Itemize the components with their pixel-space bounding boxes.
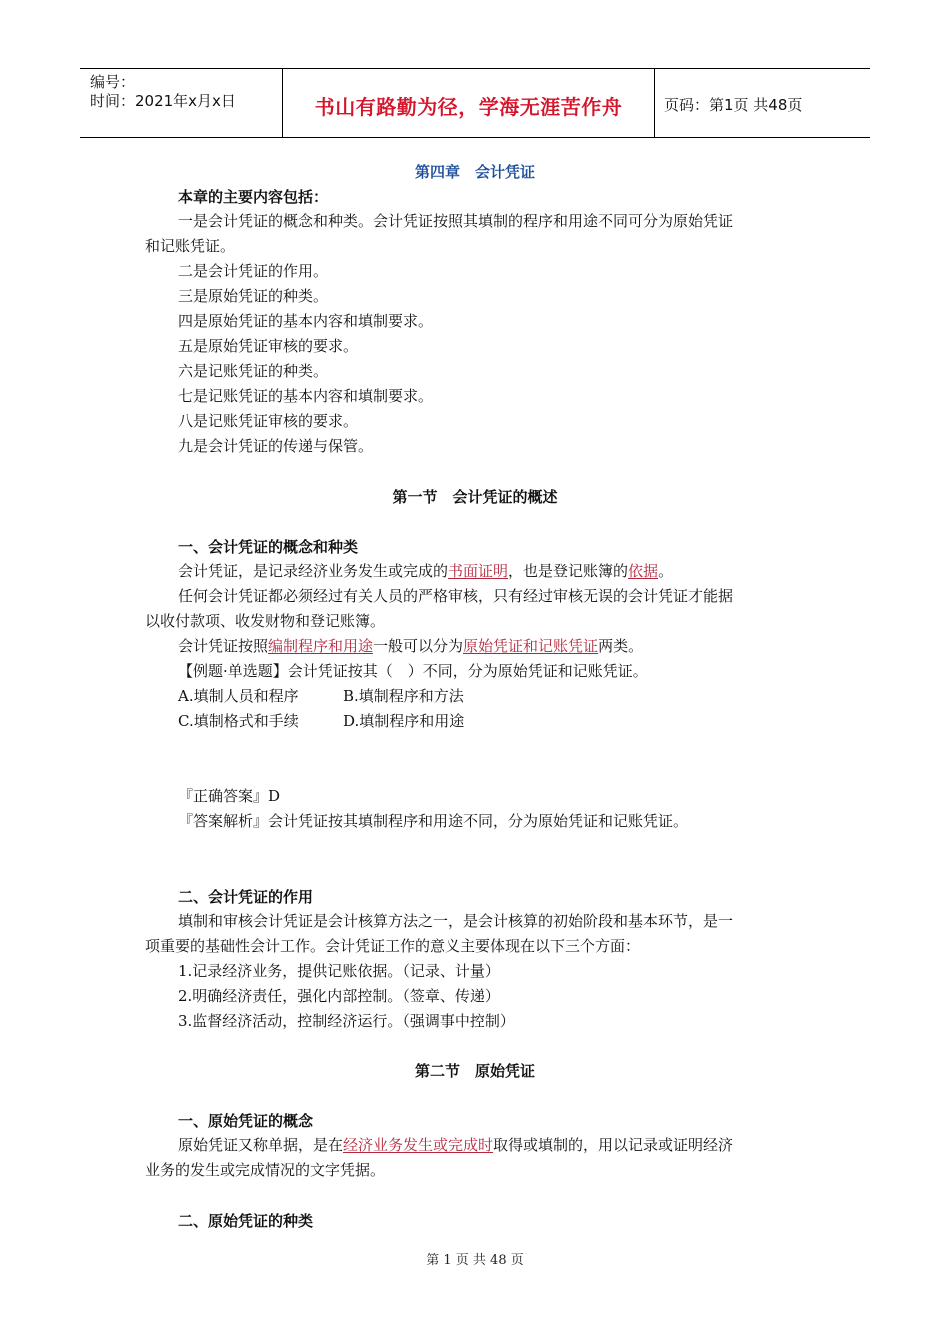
page-header xyxy=(80,68,870,138)
link-written-proof[interactable]: 书面证明 xyxy=(448,562,509,580)
section-1-title: 第一节 会计凭证的概述 xyxy=(392,488,558,506)
link-procedure-and-use[interactable]: 编制程序和用途 xyxy=(268,637,374,655)
page-footer: 第 1 页 共 48 页 xyxy=(426,1253,524,1268)
intro-item: 七是记账凭证的基本内容和填制要求。 xyxy=(178,387,434,405)
header-meta xyxy=(90,73,236,111)
correct-answer: 『正确答案』D xyxy=(178,787,281,805)
paragraph-audit-line-1: 任何会计凭证都必须经过有关人员的严格审核，只有经过审核无误的会计凭证才能据 xyxy=(178,587,734,605)
answer-explanation: 『答案解析』会计凭证按其填制程序和用途不同，分为原始凭证和记账凭证。 xyxy=(178,812,689,830)
header-motto: 书山有路勤为径，学海无涯苦作舟 xyxy=(314,95,623,119)
link-basis[interactable]: 依据 xyxy=(628,562,659,580)
text: ，也是登记账簿的 xyxy=(508,562,629,580)
chapter-title: 第四章 会计凭证 xyxy=(414,163,535,181)
intro-item: 二是会计凭证的作用。 xyxy=(178,262,329,280)
text: 一般可以分为 xyxy=(373,637,464,655)
section-2-title: 第二节 原始凭证 xyxy=(414,1062,535,1080)
time-label: 时间：2021年x月x日 xyxy=(90,92,236,110)
intro-item-1-line-2: 和记账凭证。 xyxy=(145,237,236,255)
section-2-sub-1-heading: 一、原始凭证的概念 xyxy=(178,1112,314,1130)
text: 会计凭证按照 xyxy=(178,637,269,655)
text: 取得或填制的，用以记录或证明经济 xyxy=(493,1136,734,1154)
intro-item: 八是记账凭证审核的要求。 xyxy=(178,412,359,430)
paragraph-definition xyxy=(178,561,673,581)
text: 两类。 xyxy=(598,637,644,655)
paragraph-original-voucher xyxy=(178,1135,733,1155)
paragraph-original-voucher-line-2: 业务的发生或完成情况的文字凭据。 xyxy=(145,1161,386,1179)
section-1-sub-1-heading: 一、会计凭证的概念和种类 xyxy=(178,538,359,556)
option-a: A.填制人员和程序 xyxy=(178,687,299,705)
text: 。 xyxy=(658,562,674,580)
paragraph-role-line-1: 填制和审核会计凭证是会计核算方法之一，是会计核算的初始阶段和基本环节，是一 xyxy=(178,912,734,930)
option-d: D.填制程序和用途 xyxy=(343,712,465,730)
section-2-sub-2-heading: 二、原始凭证的种类 xyxy=(178,1212,314,1230)
intro-heading: 本章的主要内容包括： xyxy=(178,188,329,206)
role-item: 3.监督经济活动，控制经济运行。（强调事中控制） xyxy=(178,1012,515,1030)
role-item: 2.明确经济责任，强化内部控制。（签章、传递） xyxy=(178,987,500,1005)
role-item: 1.记录经济业务，提供记账依据。（记录、计量） xyxy=(178,962,500,980)
intro-item: 四是原始凭证的基本内容和填制要求。 xyxy=(178,312,434,330)
link-voucher-types[interactable]: 原始凭证和记账凭证 xyxy=(463,637,599,655)
number-label: 编号： xyxy=(90,73,136,91)
intro-item: 三是原始凭证的种类。 xyxy=(178,287,329,305)
text: 原始凭证又称单据，是在 xyxy=(178,1136,344,1154)
intro-item: 六是记账凭证的种类。 xyxy=(178,362,329,380)
text: 会计凭证，是记录经济业务发生或完成的 xyxy=(178,562,449,580)
link-business-occurrence[interactable]: 经济业务发生或完成时 xyxy=(343,1136,494,1154)
intro-item-1-line-1: 一是会计凭证的概念和种类。会计凭证按照其填制的程序和用途不同可分为原始凭证 xyxy=(178,212,734,230)
paragraph-role-line-2: 项重要的基础性会计工作。会计凭证工作的意义主要体现在以下三个方面： xyxy=(145,937,641,955)
option-b: B.填制程序和方法 xyxy=(343,687,464,705)
paragraph-audit-line-2: 以收付款项、收发财物和登记账簿。 xyxy=(145,612,386,630)
example-question: 【例题·单选题】会计凭证按其（ ）不同，分为原始凭证和记账凭证。 xyxy=(178,662,648,680)
paragraph-classification xyxy=(178,636,643,656)
intro-item: 九是会计凭证的传递与保管。 xyxy=(178,437,374,455)
option-c: C.填制格式和手续 xyxy=(178,712,299,730)
header-page-info: 页码：第1页 共48页 xyxy=(664,96,803,114)
intro-item: 五是原始凭证审核的要求。 xyxy=(178,337,359,355)
section-1-sub-2-heading: 二、会计凭证的作用 xyxy=(178,888,314,906)
